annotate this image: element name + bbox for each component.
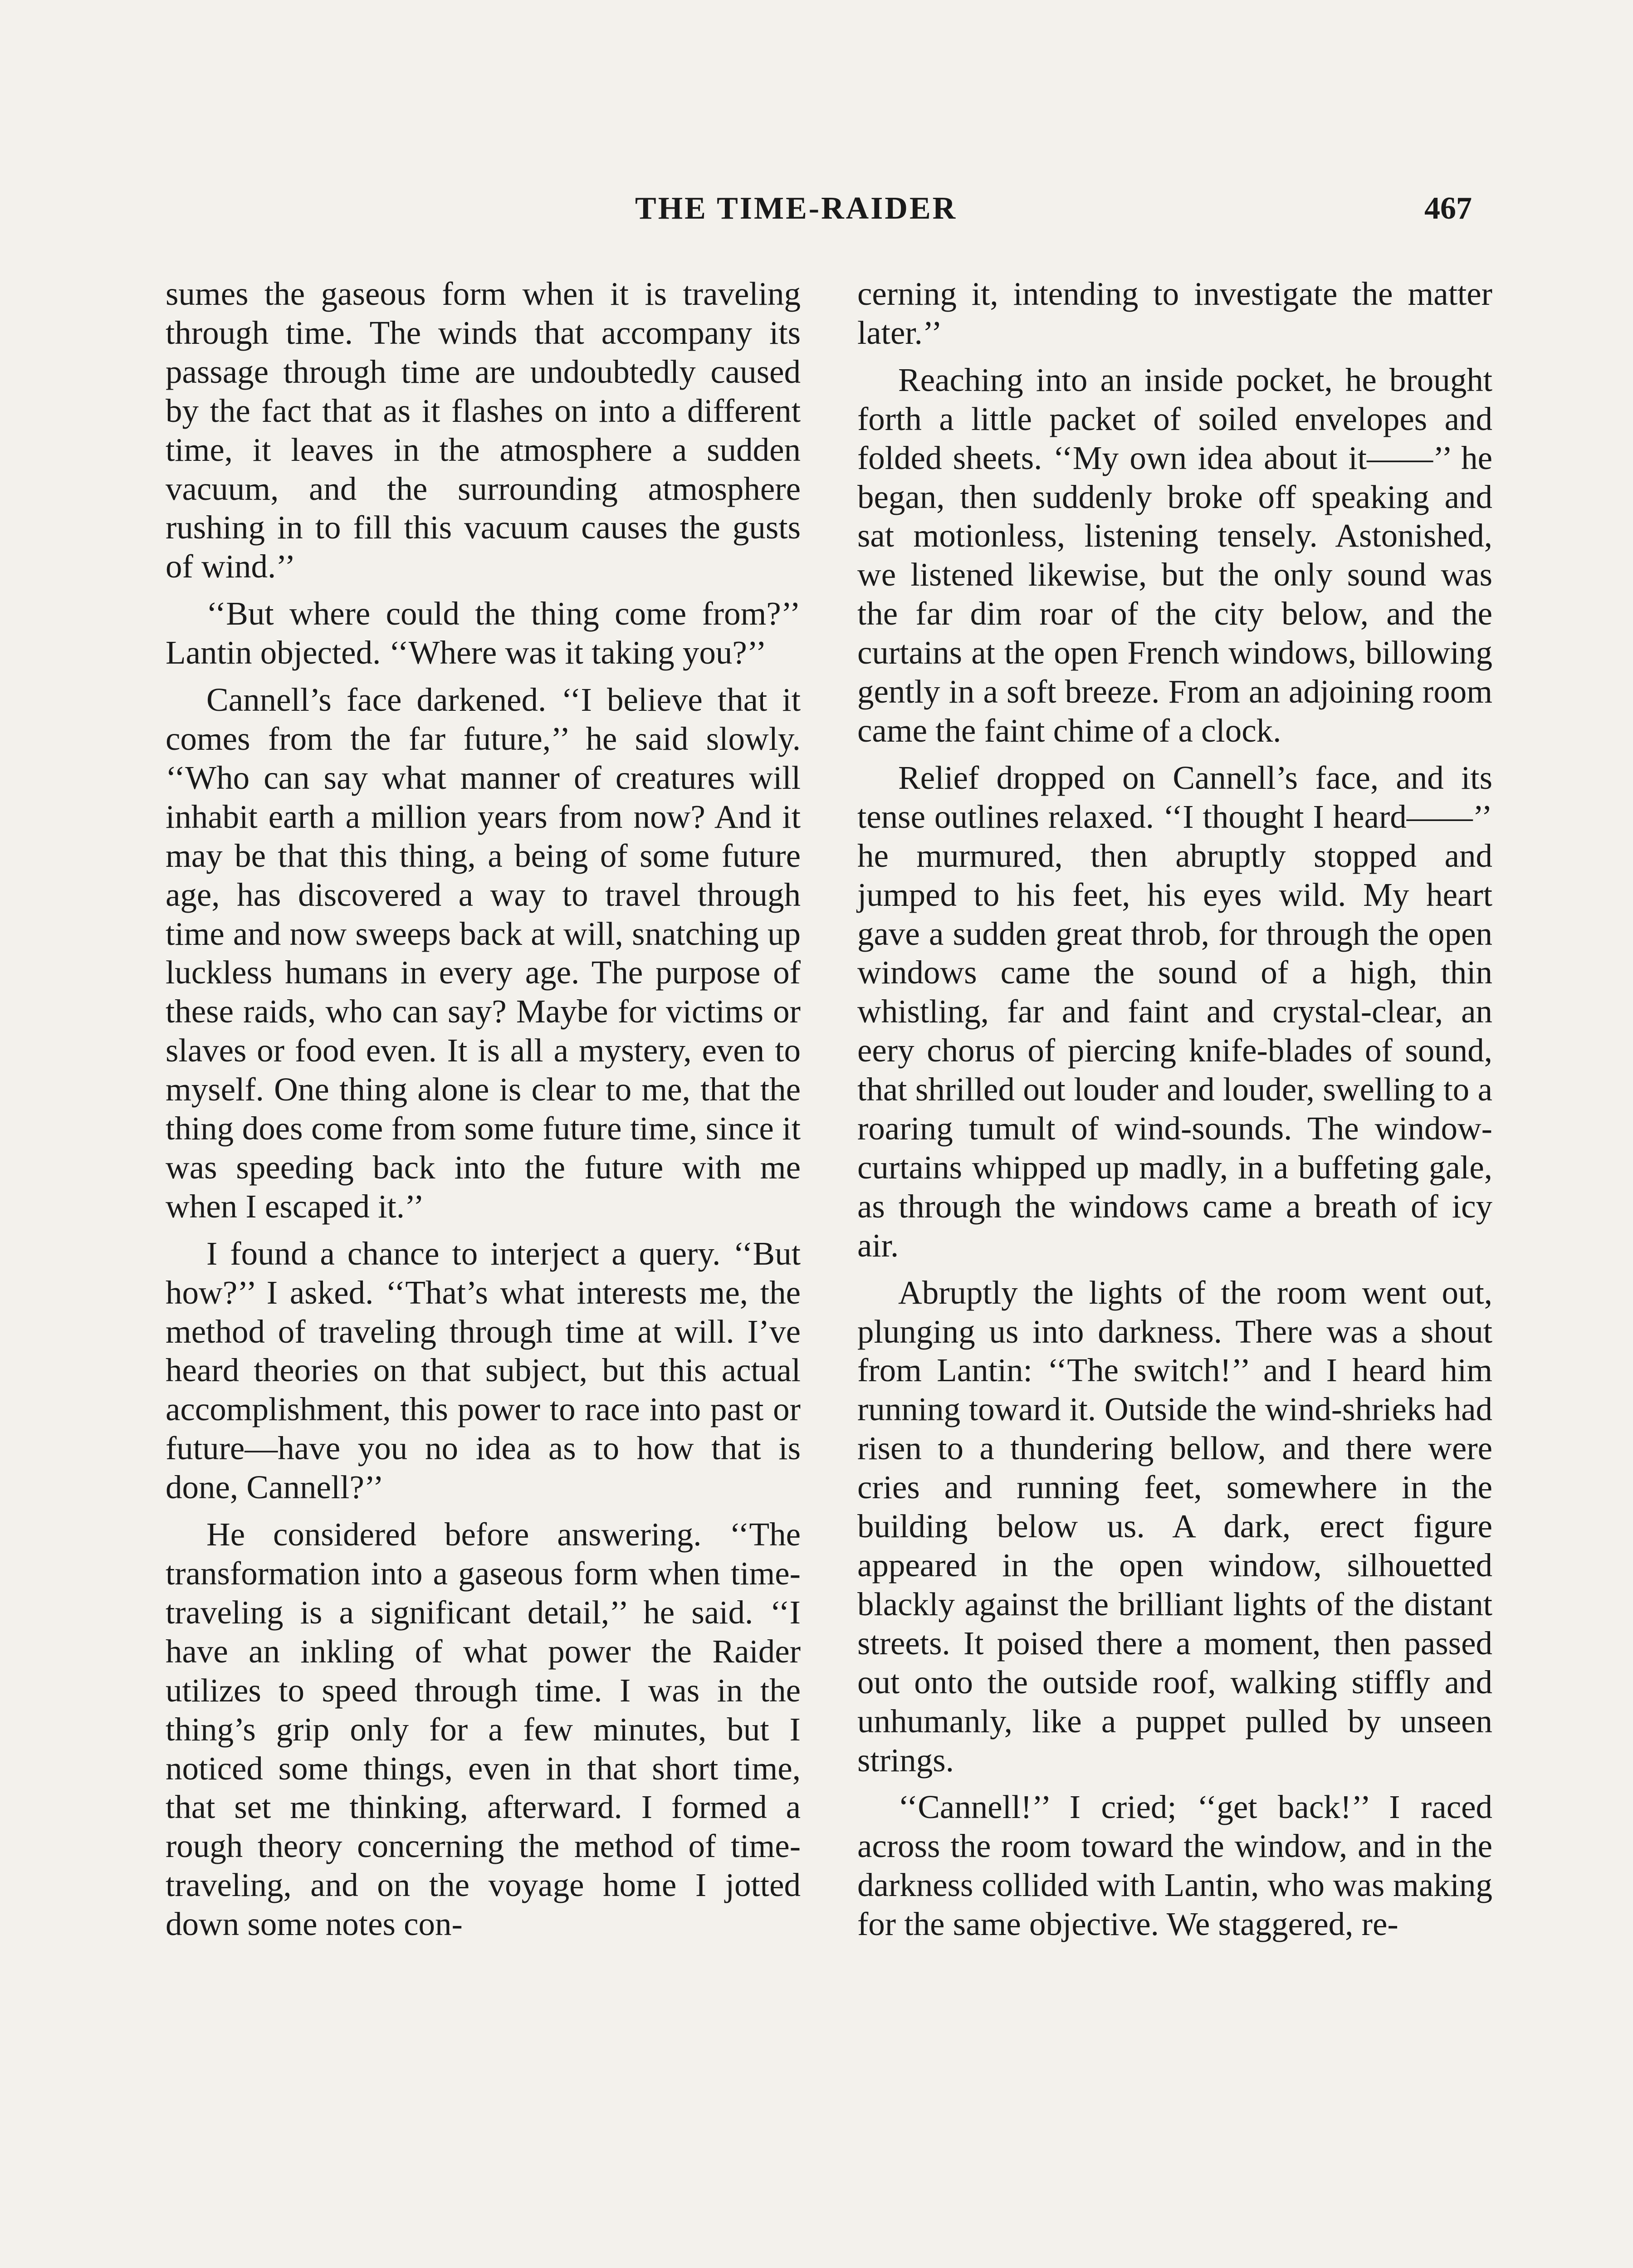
paragraph: Abruptly the lights of the room went out, plunging us into darkness. There was a shout from Lantin: ‘‘The switch!’’ and I heard him running toward it. Outside the wind-shrieks had risen to a thundering bellow, and there were cries and running feet, somewhere in the building below us. A dark, erect figure appeared in the open window, silhouetted blackly against the brilliant lights of the distant streets. It poised there a moment, then passed out onto the outside roof, walking stiffly and unhumanly, like a puppet pulled by unseen strings. [857, 1274, 1492, 1779]
paragraph: cerning it, intending to investigate the matter later.’’ [857, 275, 1492, 351]
paragraph: ‘‘Cannell!’’ I cried; ‘‘get back!’’ I raced across the room toward the window, and in the darkness collided with Lantin, who was making for the same objective. We staggered, re- [857, 1789, 1492, 1943]
paragraph: ‘‘But where could the thing come from?’’ Lantin objected. ‘‘Where was it taking you?’’ [166, 595, 801, 671]
left-column [166, 274, 801, 1952]
paragraph: Cannell’s face darkened. ‘‘I believe that it comes from the far future,’’ he said slowly. ‘‘Who can say what manner of creatures will inhabit earth a million years from now? And it may be that this thing, a being of some future age, has discovered a way to travel through time and now sweeps back at will, snatching up luckless humans in every age. The purpose of these raids, who can say? Maybe for victims or slaves or food even. It is all a mystery, even to myself. One thing alone is clear to me, that the thing does come from some future time, since it was speeding back into the future with me when I escaped it.’’ [166, 681, 801, 1225]
paragraph: Reaching into an inside pocket, he brought forth a little packet of soiled envelopes and folded sheets. ‘‘My own idea about it——’’ he began, then suddenly broke off speaking and sat motionless, listening tensely. Astonished, we listened likewise, but the only sound was the far dim roar of the city below, and the curtains at the open French windows, billowing gently in a soft breeze. From an adjoining room came the faint chime of a clock. [857, 361, 1492, 749]
page-number: 467 [1424, 191, 1472, 226]
paragraph: He considered before answering. ‘‘The transformation into a gaseous form when time-traveling is a significant detail,’’ he said. ‘‘I have an inkling of what power the Raider utilizes to speed through time. I was in the thing’s grip only for a few minutes, but I noticed some things, even in that short time, that set me thinking, afterward. I formed a rough theory concerning the method of time-traveling, and on the voyage home I jotted down some notes con- [166, 1516, 801, 1943]
paragraph: sumes the gaseous form when it is traveling through time. The winds that accompany its passage through time are undoubtedly caused by the fact that as it flashes on into a different time, it leaves in the atmosphere a sudden vacuum, and the surrounding atmosphere rushing in to fill this vacuum causes the gusts of wind.’’ [166, 275, 801, 585]
paragraph: Relief dropped on Cannell’s face, and its tense outlines relaxed. ‘‘I thought I heard——’’ he murmured, then abruptly stopped and jumped to his feet, his eyes wild. My heart gave a sudden great throb, for through the open windows came the sound of a high, thin whistling, far and faint and crystal-clear, an eery chorus of piercing knife-blades of sound, that shrilled out louder and louder, swelling to a roaring tumult of wind-sounds. The window-curtains whipped up madly, in a buffeting gale, as through the windows came a breath of icy air. [857, 759, 1492, 1264]
running-title: THE TIME-RAIDER [635, 191, 958, 226]
right-column [857, 274, 1492, 1952]
paragraph: I found a chance to interject a query. ‘‘But how?’’ I asked. ‘‘That’s what interests me, the method of traveling through time at will. I’ve heard theories on that subject, but this actual accomplishment, this power to race into past or future—have you no idea as to how that is done, Cannell?’’ [166, 1235, 801, 1506]
